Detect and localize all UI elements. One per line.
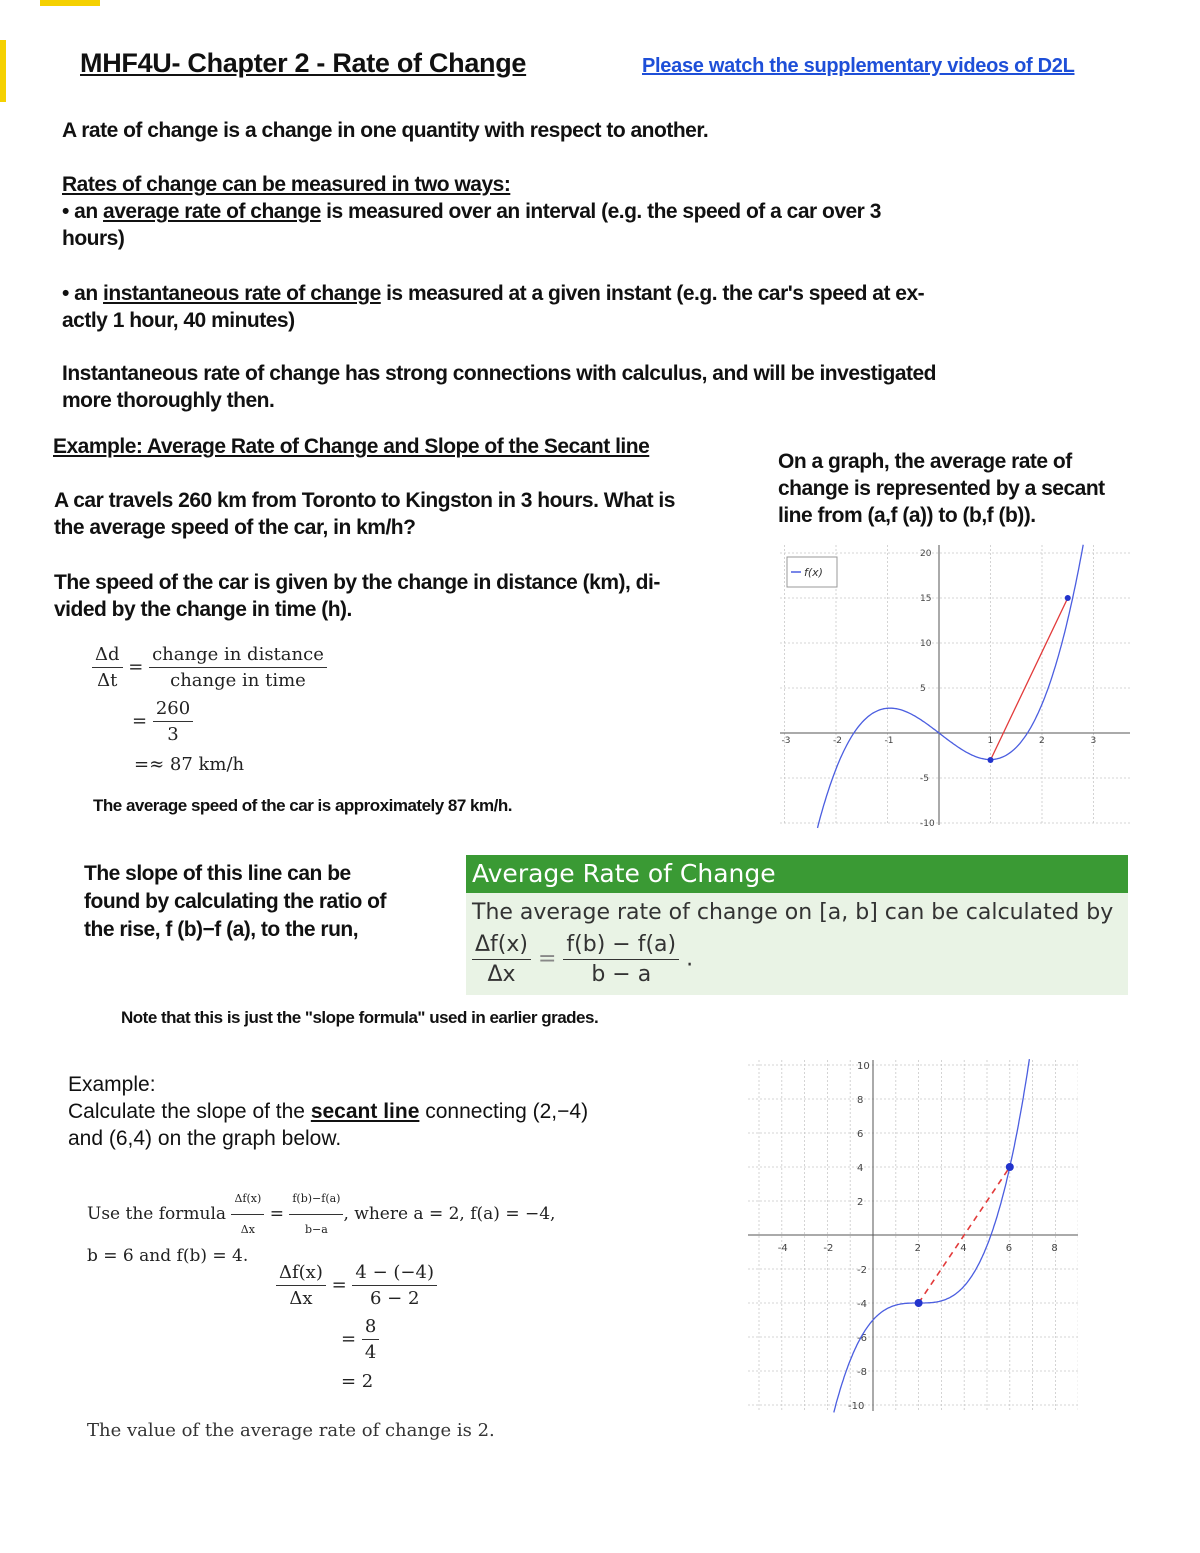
numerator: change in distance (149, 644, 327, 668)
definition-text: A rate of change is a change in one quantity with respect to another. (62, 119, 709, 142)
numerator: Δf(x) (472, 932, 531, 960)
x-tick-label: 8 (1051, 1243, 1058, 1254)
y-tick-label: 4 (857, 1163, 864, 1174)
slope-line: The slope of this line can be (84, 862, 351, 885)
denominator: 6 − 2 (369, 1288, 420, 1309)
y-tick-label: 2 (857, 1197, 864, 1208)
definition-box-formula (472, 932, 693, 987)
solution-line: The speed of the car is given by the change in distance (km), di- (54, 571, 660, 594)
instruction-text: , where a = 2, f(a) = −4, (343, 1204, 556, 1224)
highlight-mark (40, 0, 100, 6)
slope-calculation-step2 (341, 1316, 379, 1363)
slope-calculation-step3: = 2 (341, 1371, 374, 1392)
fraction (153, 698, 193, 745)
y-tick-label: -6 (857, 1333, 867, 1344)
fraction (352, 1262, 437, 1309)
example2-question (68, 1071, 688, 1152)
x-tick-labels (778, 1243, 1058, 1254)
function-curve (818, 545, 1084, 828)
numerator: 4 − (−4) (352, 1262, 437, 1286)
graph-secant-cubic (780, 540, 1130, 830)
speed-equation (92, 644, 327, 691)
bullet-text: actly 1 hour, 40 minutes) (62, 309, 295, 332)
denominator: Δt (97, 670, 118, 691)
fraction (289, 1186, 343, 1243)
page-title: MHF4U- Chapter 2 - Rate of Change (80, 48, 527, 78)
x-tick-label: 1 (987, 736, 994, 746)
fraction (362, 1316, 379, 1363)
point-b (1006, 1163, 1014, 1171)
question-text: connecting (2,−4) (419, 1100, 589, 1123)
denominator: Δx (289, 1288, 313, 1309)
bullet-prefix: • an (62, 200, 104, 223)
y-tick-label: -10 (848, 1401, 865, 1412)
y-tick-label: -5 (920, 774, 929, 784)
formula-instruction (87, 1186, 687, 1269)
slope-line: the rise, f (b)−f (a), to the run, (84, 918, 359, 941)
y-tick-label: 10 (857, 1061, 870, 1072)
graph-secant-example (748, 1055, 1078, 1415)
x-tick-label: -3 (781, 736, 791, 746)
x-tick-label: 4 (960, 1243, 967, 1254)
denominator: b−a (304, 1223, 328, 1236)
note-line: On a graph, the average rate of (778, 450, 1072, 473)
fraction (472, 932, 531, 987)
term-secant-line: secant line (310, 1100, 420, 1123)
fraction (92, 644, 123, 691)
example1-heading: Example: Average Rate of Change and Slope of the Secant line (53, 435, 650, 458)
example2-conclusion: The value of the average rate of change is 2. (87, 1420, 495, 1441)
x-tick-label: 3 (1090, 736, 1097, 746)
fraction (231, 1186, 264, 1243)
question-text: Calculate the slope of the (68, 1100, 311, 1123)
x-tick-label: -4 (777, 1243, 788, 1254)
equals-sign: = (331, 1274, 353, 1296)
bullet-text: hours) (62, 227, 125, 250)
x-tick-label: 2 (914, 1243, 921, 1254)
fraction (149, 644, 327, 691)
x-tick-label: 2 (1039, 736, 1045, 746)
denominator: b − a (591, 962, 652, 987)
x-tick-label: -2 (823, 1243, 834, 1254)
numerator: 260 (153, 698, 193, 722)
term-instantaneous-rate: instantaneous rate of change (103, 282, 381, 305)
y-tick-label: 20 (920, 549, 932, 559)
bullet-instantaneous (62, 280, 1062, 334)
graph-note (778, 448, 1198, 529)
example1-conclusion: The average speed of the car is approximately 87 km/h. (93, 796, 512, 815)
equals-sign: = (132, 710, 153, 732)
denominator: 3 (167, 724, 179, 745)
supplementary-videos-link[interactable]: Please watch the supplementary videos of D2L (642, 55, 1075, 77)
calculus-line: more thoroughly then. (62, 389, 275, 412)
example1-question (54, 487, 754, 541)
equals-sign: = (537, 946, 564, 972)
bullet-text: is measured at a given instant (e.g. the car's speed at ex- (380, 282, 925, 305)
slope-formula-note: Note that this is just the "slope formula" used in earlier grades. (121, 1008, 599, 1027)
equals-sign: = (128, 656, 150, 678)
bullet-text: is measured over an interval (e.g. the speed of a car over 3 (320, 200, 881, 223)
numerator: Δf(x) (276, 1262, 326, 1286)
function-curve (834, 1059, 1030, 1412)
equals-sign: = (341, 1328, 362, 1350)
instruction-text: Use the formula (87, 1204, 232, 1224)
note-line: change is represented by a secant (778, 477, 1105, 500)
y-tick-label: 6 (857, 1129, 864, 1140)
y-tick-label: -10 (920, 819, 935, 829)
point-a (915, 1299, 923, 1307)
period: . (686, 946, 694, 972)
numerator: f(b) − f(a) (563, 932, 679, 960)
x-tick-label: -2 (833, 736, 842, 746)
numerator: 8 (362, 1316, 379, 1340)
denominator: 4 (364, 1342, 377, 1363)
legend-label: f(x) (804, 566, 823, 579)
definition-box-text: The average rate of change on [a, b] can be calculated by (472, 900, 1114, 925)
note-line: line from (a,f (a)) to (b,f (b)). (778, 504, 1036, 527)
y-tick-label: 5 (920, 684, 926, 694)
slope-explanation (84, 860, 444, 944)
instruction-text: b = 6 and f(b) = 4. (87, 1246, 249, 1266)
example-label: Example: (68, 1073, 156, 1096)
y-tick-label: 10 (920, 639, 932, 649)
equals-sign: = (269, 1204, 290, 1224)
question-line: A car travels 260 km from Toronto to Kingston in 3 hours. What is (54, 489, 675, 512)
x-tick-label: -1 (884, 736, 894, 746)
speed-equation-step2 (132, 698, 193, 745)
slope-calculation (276, 1262, 437, 1309)
numerator: Δf(x) (231, 1186, 264, 1215)
solution-line: vided by the change in time (h). (54, 598, 352, 621)
point-b (1065, 595, 1071, 601)
speed-equation-step3: =≈ 87 km/h (134, 754, 245, 775)
numerator: f(b)−f(a) (289, 1186, 343, 1215)
slope-line: found by calculating the ratio of (84, 890, 387, 913)
bullet-prefix: • an (62, 282, 104, 305)
y-tick-label: 15 (920, 594, 932, 604)
calculus-note (62, 360, 1062, 414)
ways-heading: Rates of change can be measured in two ways: (62, 173, 511, 196)
bullet-average (62, 198, 1022, 252)
y-tick-labels (920, 549, 935, 829)
numerator: Δd (92, 644, 123, 668)
y-tick-label: -4 (857, 1299, 867, 1310)
question-line: the average speed of the car, in km/h? (54, 516, 416, 539)
secant-line (991, 598, 1068, 760)
x-tick-label: 6 (1005, 1243, 1013, 1254)
y-tick-label: -2 (857, 1265, 867, 1276)
example1-solution-text (54, 569, 754, 623)
y-tick-label: -8 (857, 1367, 867, 1378)
calculus-line: Instantaneous rate of change has strong connections with calculus, and will be investigated (62, 362, 937, 385)
denominator: Δx (240, 1223, 255, 1236)
point-a (988, 757, 994, 763)
term-average-rate: average rate of change (103, 200, 321, 223)
definition-box-title: Average Rate of Change (466, 855, 1128, 893)
denominator: change in time (170, 670, 306, 691)
fraction (563, 932, 679, 987)
highlight-mark (0, 40, 6, 102)
y-tick-label: 8 (857, 1095, 864, 1106)
denominator: Δx (487, 962, 516, 987)
question-text: and (6,4) on the graph below. (68, 1127, 342, 1150)
fraction (276, 1262, 326, 1309)
